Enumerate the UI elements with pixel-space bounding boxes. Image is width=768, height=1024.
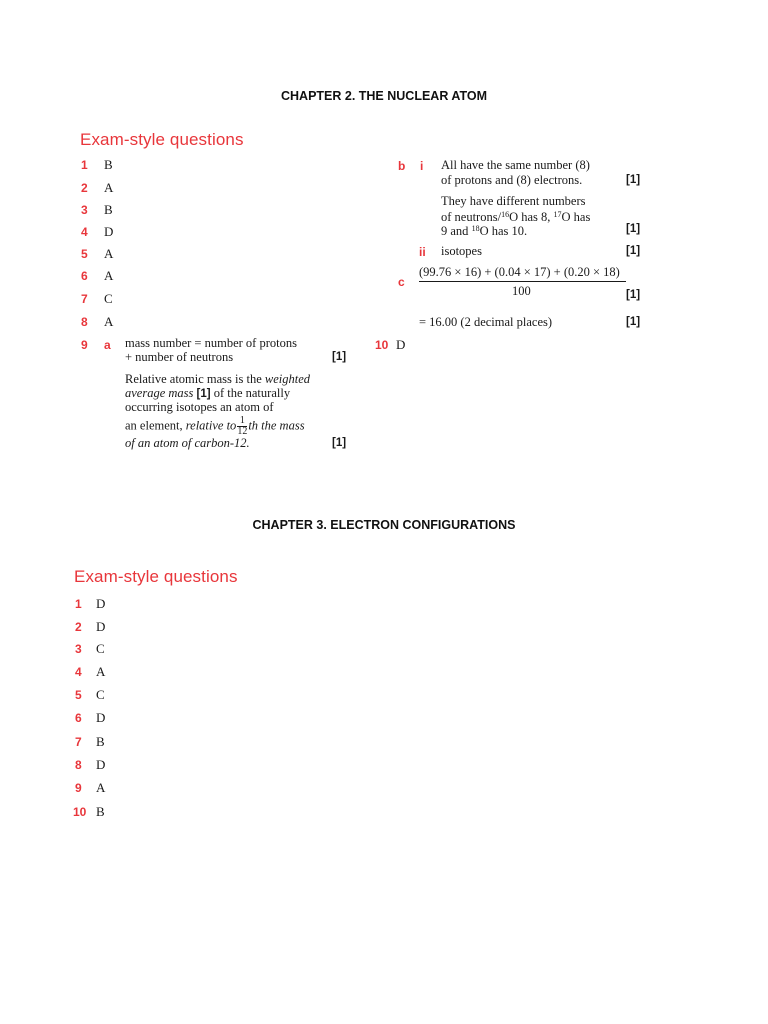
- calculation-denominator: 100: [512, 284, 531, 298]
- answer-letter: A: [104, 246, 114, 261]
- answer-letter: D: [104, 224, 114, 239]
- chapter-2-heading: Exam-style questions: [80, 130, 244, 149]
- answer-letter: D: [96, 619, 106, 634]
- mark-badge: [1]: [626, 316, 641, 328]
- one-twelfth-fraction: $\frac{1}{12}$: [237, 415, 248, 437]
- question-number: 8: [81, 315, 88, 329]
- question-number: 2: [81, 181, 88, 195]
- definition-line-4: an element, relative to $\frac{1}{12}$ th the mass: [125, 415, 305, 437]
- mark-badge: [1]: [626, 223, 641, 235]
- question-number: 10: [73, 805, 87, 819]
- part-ii-label: ii: [419, 245, 426, 259]
- question-number: 9: [75, 781, 82, 795]
- part-c-label: c: [398, 275, 405, 289]
- mark-badge: [1]: [332, 351, 347, 363]
- part-bi-line-2: of protons and (8) electrons.: [441, 173, 583, 187]
- question-number: 4: [75, 665, 82, 679]
- question-number: 2: [75, 620, 82, 634]
- answer-letter: B: [96, 734, 105, 749]
- question-number: 9: [81, 338, 88, 352]
- answer-letter: B: [96, 804, 105, 819]
- part-bi-line-1: All have the same number (8): [441, 158, 590, 172]
- part-bi-line-5: 9 and $^{18}$O has 10.: [441, 224, 528, 238]
- question-number: 8: [75, 758, 82, 772]
- part-a-line-1: mass number = number of protons: [125, 336, 297, 350]
- part-b-label: b: [398, 159, 406, 173]
- question-number: 1: [81, 158, 88, 172]
- part-a-line-2: + number of neutrons: [125, 350, 234, 364]
- definition-line-2: average mass [1] of the naturally: [125, 386, 291, 400]
- answer-letter: C: [96, 687, 105, 702]
- question-number: 1: [75, 597, 82, 611]
- calculation-result: = 16.00 (2 decimal places): [419, 315, 553, 329]
- question-number: 3: [75, 642, 82, 656]
- answer-letter: A: [104, 314, 114, 329]
- fraction-bar: [419, 281, 626, 282]
- answer-letter: A: [96, 664, 106, 679]
- definition-line-5: of an atom of carbon-12.: [125, 436, 250, 450]
- answer-letter: D: [96, 757, 106, 772]
- question-number: 7: [81, 292, 88, 306]
- mark-badge: [1]: [332, 437, 347, 449]
- question-number: 5: [75, 688, 82, 702]
- answer-letter: A: [104, 268, 114, 283]
- question-number: 6: [81, 269, 88, 283]
- question-number: 4: [81, 225, 88, 239]
- answer-letter: D: [96, 596, 106, 611]
- mark-badge: [1]: [626, 289, 641, 301]
- part-a-label: a: [104, 338, 111, 352]
- answer-letter: D: [396, 337, 406, 352]
- part-bi-line-4: of neutrons/$^{16}$O has 8, $^{17}$O has: [441, 210, 591, 224]
- question-number: 7: [75, 735, 82, 749]
- mark-badge: [1]: [626, 174, 641, 186]
- answer-letter: C: [104, 291, 113, 306]
- answer-letter: C: [96, 641, 105, 656]
- question-number: 3: [81, 203, 88, 217]
- answer-letter: D: [96, 710, 106, 725]
- definition-line-3: occurring isotopes an atom of: [125, 400, 274, 414]
- part-bi-line-3: They have different numbers: [441, 194, 586, 208]
- part-bii-text: isotopes: [441, 244, 482, 258]
- answer-letter: A: [104, 180, 114, 195]
- question-number: 5: [81, 247, 88, 261]
- chapter-3-heading: Exam-style questions: [74, 567, 238, 586]
- chapter-3-title: CHAPTER 3. ELECTRON CONFIGURATIONS: [252, 518, 516, 532]
- question-number: 6: [75, 711, 82, 725]
- answer-letter: B: [104, 202, 113, 217]
- definition-line-1: Relative atomic mass is the weighted: [125, 372, 311, 386]
- part-i-label: i: [420, 159, 424, 173]
- mark-badge: [1]: [626, 245, 641, 257]
- chapter-2-title: CHAPTER 2. THE NUCLEAR ATOM: [280, 89, 488, 103]
- answer-letter: A: [96, 780, 106, 795]
- calculation-numerator: (99.76 × 16) + (0.04 × 17) + (0.20 × 18): [419, 265, 620, 279]
- question-number: 10: [375, 338, 389, 352]
- answer-letter: B: [104, 157, 113, 172]
